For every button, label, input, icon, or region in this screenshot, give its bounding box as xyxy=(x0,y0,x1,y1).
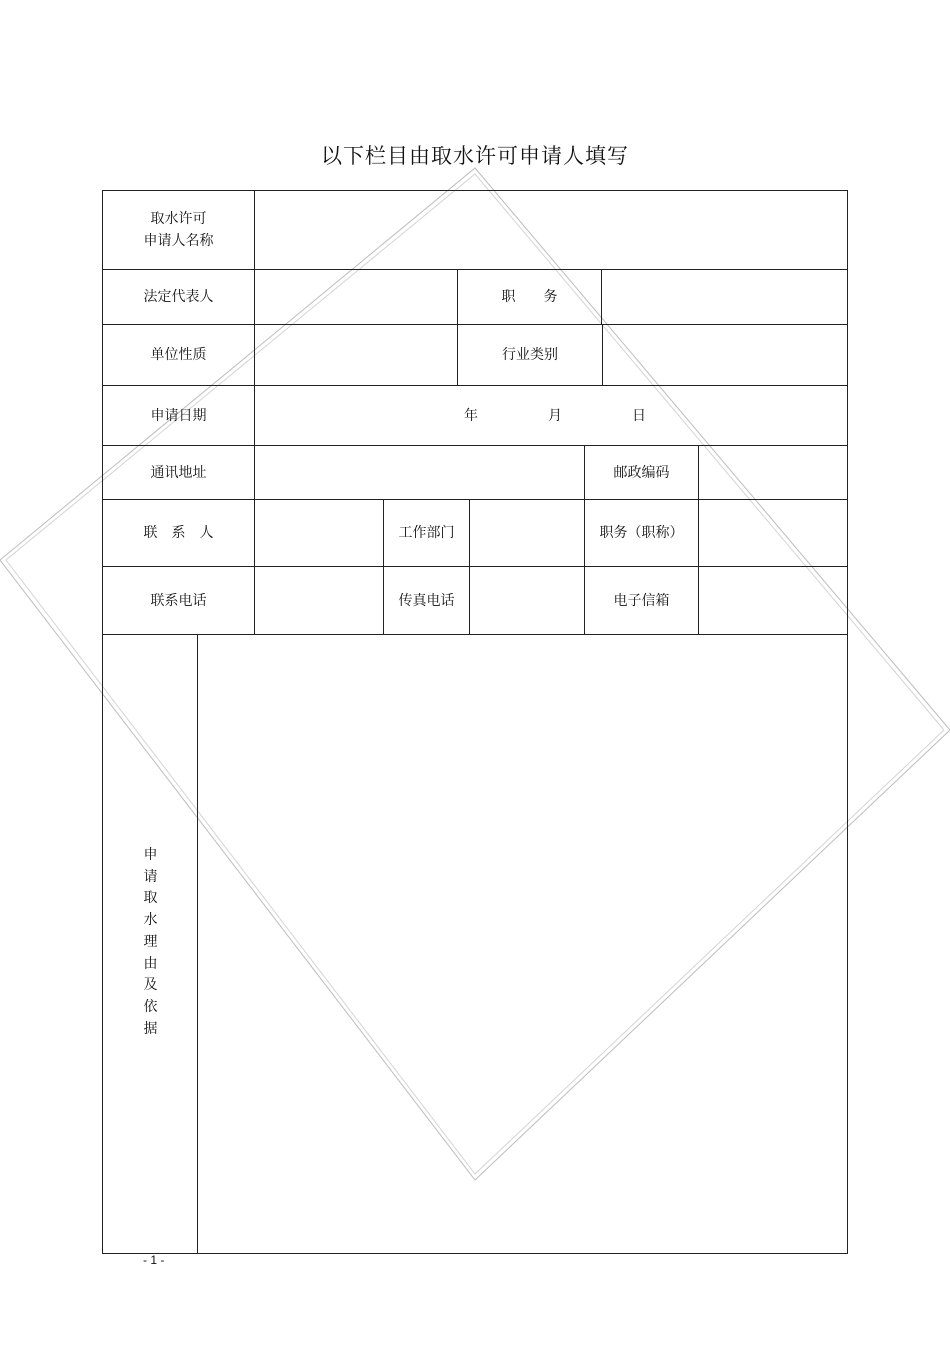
industry-category-label: 行业类别 xyxy=(502,347,558,363)
unit-nature-field[interactable] xyxy=(255,325,457,385)
apply-date-label: 申请日期 xyxy=(150,407,207,424)
department-field[interactable] xyxy=(470,500,584,566)
applicant-name-field[interactable] xyxy=(255,191,847,269)
reason-char: 水 xyxy=(143,912,158,929)
contact-title-field[interactable] xyxy=(699,500,847,566)
industry-category-field[interactable] xyxy=(603,325,847,385)
date-year-label: 年 xyxy=(464,407,478,424)
contact-title-label: 职务（职称） xyxy=(599,525,684,541)
legal-representative-field[interactable] xyxy=(255,270,457,324)
department-label: 工作部门 xyxy=(398,525,455,541)
reason-char: 取 xyxy=(143,890,158,907)
page-number: - 1 - xyxy=(143,1253,165,1267)
mailing-address-label: 通讯地址 xyxy=(150,464,207,481)
reason-label xyxy=(103,845,198,1040)
reason-char: 理 xyxy=(143,933,158,950)
reason-char: 及 xyxy=(143,977,158,994)
postcode-field[interactable] xyxy=(699,446,847,499)
reason-char: 申 xyxy=(143,847,158,863)
reason-char: 请 xyxy=(143,868,158,885)
reason-field[interactable] xyxy=(198,635,847,1253)
reason-char: 依 xyxy=(143,998,158,1015)
page-title: 以下栏目由取水许可申请人填写 xyxy=(321,144,629,168)
mailing-address-field[interactable] xyxy=(255,446,584,499)
date-month-label: 月 xyxy=(548,407,562,424)
fax-label: 传真电话 xyxy=(398,592,455,609)
position-label: 职 务 xyxy=(501,289,558,305)
phone-field[interactable] xyxy=(255,567,383,634)
email-label: 电子信箱 xyxy=(613,592,670,609)
position-field[interactable] xyxy=(602,270,847,324)
applicant-name-label: 取水许可 申请人名称 xyxy=(143,211,214,249)
unit-nature-label: 单位性质 xyxy=(150,347,207,363)
legal-representative-label: 法定代表人 xyxy=(143,289,214,305)
phone-label: 联系电话 xyxy=(150,592,207,609)
fax-field[interactable] xyxy=(470,567,584,634)
reason-char: 由 xyxy=(143,955,158,972)
contact-person-label: 联 系 人 xyxy=(143,525,214,541)
date-day-label: 日 xyxy=(632,407,646,424)
email-field[interactable] xyxy=(699,567,847,634)
reason-char: 据 xyxy=(143,1020,158,1037)
postcode-label: 邮政编码 xyxy=(613,464,670,481)
contact-person-field[interactable] xyxy=(255,500,383,566)
